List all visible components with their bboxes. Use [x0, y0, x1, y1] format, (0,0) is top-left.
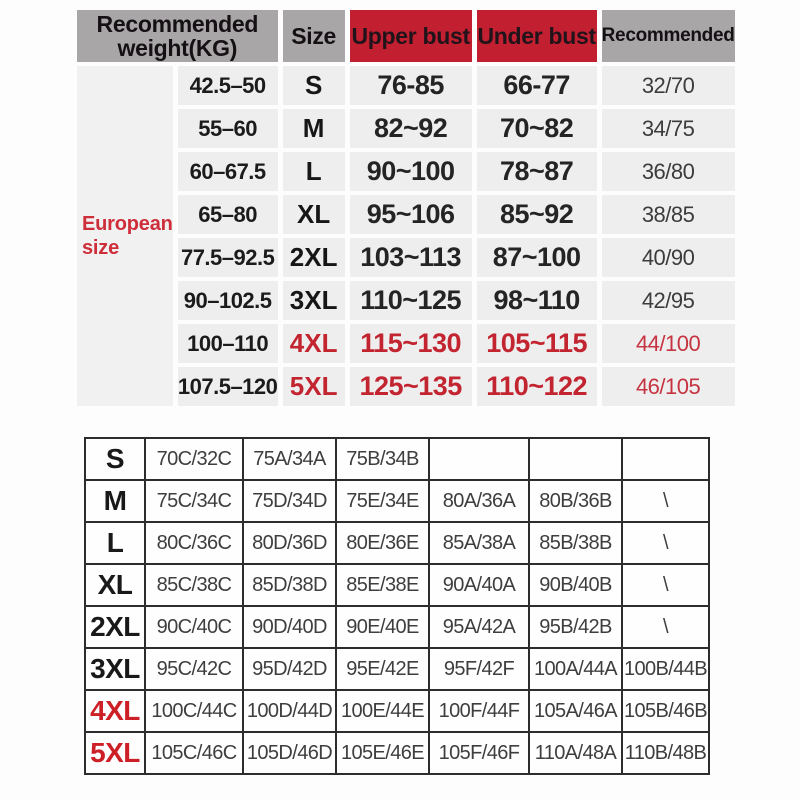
- cup-size-cell: 90E/40E: [336, 606, 429, 648]
- cup-size-cell: 95A/42A: [429, 606, 529, 648]
- cup-size-row: [85, 606, 709, 648]
- measurement-row: [77, 152, 735, 191]
- cup-size-cell: 105D/46D: [243, 732, 336, 774]
- under-bust-cell: 85~92: [477, 195, 597, 234]
- cup-size-row: [85, 690, 709, 732]
- cup-size-cell: 95D/42D: [243, 648, 336, 690]
- under-bust-cell: 78~87: [477, 152, 597, 191]
- measurement-row: [77, 281, 735, 320]
- weight-cell: 65–80: [178, 195, 278, 234]
- cup-size-row: [85, 564, 709, 606]
- cup-size-row: [85, 438, 709, 480]
- recommended-cell: 44/100: [602, 324, 735, 363]
- upper-bust-cell: 110~125: [350, 281, 472, 320]
- cup-size-cell: [529, 438, 622, 480]
- cup-size-cell: 95C/42C: [145, 648, 243, 690]
- cup-size-cell: 105A/46A: [529, 690, 622, 732]
- cup-size-cell: 90D/40D: [243, 606, 336, 648]
- size-cell: S: [283, 66, 345, 105]
- measurement-row: [77, 109, 735, 148]
- upper-bust-cell: 125~135: [350, 367, 472, 406]
- weight-cell: 55–60: [178, 109, 278, 148]
- under-bust-cell: 66-77: [477, 66, 597, 105]
- measurement-table: [72, 6, 740, 410]
- recommended-cell: 34/75: [602, 109, 735, 148]
- measurement-table-header: [77, 10, 735, 62]
- cup-size-row: [85, 522, 709, 564]
- cup-size-cell: 90C/40C: [145, 606, 243, 648]
- cup-size-cell: 80C/36C: [145, 522, 243, 564]
- cup-size-cell: 80A/36A: [429, 480, 529, 522]
- column-header: Recommended weight(KG): [77, 10, 278, 62]
- cup-size-cell: 85A/38A: [429, 522, 529, 564]
- weight-cell: 60–67.5: [178, 152, 278, 191]
- recommended-cell: 36/80: [602, 152, 735, 191]
- cup-size-cell: 80D/36D: [243, 522, 336, 564]
- under-bust-cell: 87~100: [477, 238, 597, 277]
- cup-size-cell: \: [622, 480, 709, 522]
- measurement-row: [77, 66, 735, 105]
- size-cell: 4XL: [283, 324, 345, 363]
- cup-size-cell: 110B/48B: [622, 732, 709, 774]
- cup-size-cell: 75B/34B: [336, 438, 429, 480]
- size-cell: L: [283, 152, 345, 191]
- weight-cell: 107.5–120: [178, 367, 278, 406]
- cup-size-cell: 105E/46E: [336, 732, 429, 774]
- cup-size-cell: 100E/44E: [336, 690, 429, 732]
- cup-size-cell: 95F/42F: [429, 648, 529, 690]
- measurement-row: [77, 324, 735, 363]
- upper-bust-cell: 90~100: [350, 152, 472, 191]
- cup-size-row: [85, 480, 709, 522]
- cup-size-cell: 75D/34D: [243, 480, 336, 522]
- cup-size-cell: \: [622, 564, 709, 606]
- size-cell: 2XL: [283, 238, 345, 277]
- under-bust-cell: 105~115: [477, 324, 597, 363]
- size-label: 5XL: [85, 732, 145, 774]
- size-cell: M: [283, 109, 345, 148]
- cup-size-cell: 70C/32C: [145, 438, 243, 480]
- recommended-cell: 32/70: [602, 66, 735, 105]
- size-cell: 3XL: [283, 281, 345, 320]
- upper-bust-cell: 95~106: [350, 195, 472, 234]
- cup-size-cell: 75E/34E: [336, 480, 429, 522]
- size-label: 4XL: [85, 690, 145, 732]
- measurement-header-row: [77, 10, 735, 62]
- cup-size-row: [85, 732, 709, 774]
- cup-size-cell: 85B/38B: [529, 522, 622, 564]
- cup-size-cell: 100B/44B: [622, 648, 709, 690]
- cup-size-cell: 75A/34A: [243, 438, 336, 480]
- recommended-cell: 38/85: [602, 195, 735, 234]
- size-cell: XL: [283, 195, 345, 234]
- cup-size-cell: 100A/44A: [529, 648, 622, 690]
- weight-cell: 77.5–92.5: [178, 238, 278, 277]
- under-bust-cell: 110~122: [477, 367, 597, 406]
- measurement-table-body: [77, 66, 735, 406]
- column-header: Upper bust: [350, 10, 472, 62]
- cup-size-cell: 110A/48A: [529, 732, 622, 774]
- cup-size-cell: 95B/42B: [529, 606, 622, 648]
- cup-size-cell: [622, 438, 709, 480]
- cup-size-cell: 95E/42E: [336, 648, 429, 690]
- size-label: S: [85, 438, 145, 480]
- column-header: Recommended: [602, 10, 735, 62]
- cup-size-table-body: [85, 438, 709, 774]
- size-label: XL: [85, 564, 145, 606]
- cup-size-cell: 100F/44F: [429, 690, 529, 732]
- cup-size-cell: [429, 438, 529, 480]
- column-header: Size: [283, 10, 345, 62]
- cup-size-cell: 105C/46C: [145, 732, 243, 774]
- under-bust-cell: 70~82: [477, 109, 597, 148]
- cup-size-row: [85, 648, 709, 690]
- size-cell: 5XL: [283, 367, 345, 406]
- weight-cell: 90–102.5: [178, 281, 278, 320]
- cup-size-cell: 90A/40A: [429, 564, 529, 606]
- under-bust-cell: 98~110: [477, 281, 597, 320]
- cup-size-cell: 80E/36E: [336, 522, 429, 564]
- recommended-cell: 46/105: [602, 367, 735, 406]
- european-size-label: European size: [77, 66, 173, 406]
- weight-cell: 42.5–50: [178, 66, 278, 105]
- measurement-row: [77, 367, 735, 406]
- size-label: L: [85, 522, 145, 564]
- size-label: 3XL: [85, 648, 145, 690]
- weight-cell: 100–110: [178, 324, 278, 363]
- cup-size-cell: 85D/38D: [243, 564, 336, 606]
- upper-bust-cell: 82~92: [350, 109, 472, 148]
- cup-size-cell: 85E/38E: [336, 564, 429, 606]
- size-label: 2XL: [85, 606, 145, 648]
- cup-size-cell: 100C/44C: [145, 690, 243, 732]
- upper-bust-cell: 115~130: [350, 324, 472, 363]
- measurement-row: [77, 195, 735, 234]
- upper-bust-cell: 76-85: [350, 66, 472, 105]
- cup-size-cell: \: [622, 606, 709, 648]
- recommended-cell: 40/90: [602, 238, 735, 277]
- cup-size-cell: \: [622, 522, 709, 564]
- upper-bust-cell: 103~113: [350, 238, 472, 277]
- cup-size-cell: 80B/36B: [529, 480, 622, 522]
- recommended-cell: 42/95: [602, 281, 735, 320]
- measurement-row: [77, 238, 735, 277]
- column-header: Under bust: [477, 10, 597, 62]
- cup-size-cell: 105B/46B: [622, 690, 709, 732]
- cup-size-cell: 90B/40B: [529, 564, 622, 606]
- cup-size-cell: 75C/34C: [145, 480, 243, 522]
- size-label: M: [85, 480, 145, 522]
- cup-size-table: [84, 437, 710, 775]
- cup-size-cell: 85C/38C: [145, 564, 243, 606]
- cup-size-cell: 100D/44D: [243, 690, 336, 732]
- cup-size-cell: 105F/46F: [429, 732, 529, 774]
